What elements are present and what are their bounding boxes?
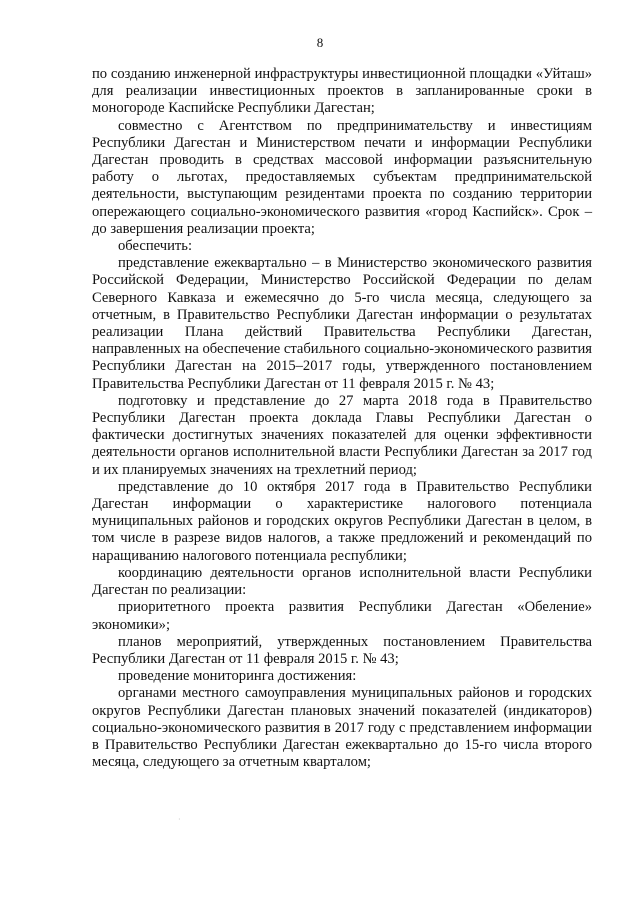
paragraph-priority-project: приоритетного проекта развития Республики Дагестан «Обеление» экономики»; [92, 599, 592, 633]
paragraph-ensure: обеспечить: [118, 238, 193, 255]
paragraph-tax-potential: представление до 10 октября 2017 года в Правительство Республики Дагестан информации о характеристике налогового потенциала муниципальных районов и городских округов Республики Дагестан в целом, в том числе в разрезе видов налогов, а также предложений и рекомендаций по наращиванию налогового потенциала республики; [92, 478, 592, 564]
scan-mark: · [178, 815, 181, 824]
paragraph-draft-report: подготовку и представление до 27 марта 2018 года в Правительство Республики Дагестан проекта доклада Главы Республики Дагестан о фактически достигнутых значениях показателей для оценки эффективности деятельности органов исполнительной власти Республики Дагестан за 2017 год и их планируемых значениях на трехлетний период; [92, 392, 592, 478]
page-number: 8 [316, 35, 324, 50]
paragraph-quarterly-report: представление ежеквартально – в Министерство экономического развития Российской Федерации, Министерство Российской Федерации по делам Северного Кавказа и ежемесячно до 5-го числа месяца, следующего за отчетным, в Правительство Республики Дагестан информации о результатах реализации Плана действий Правительства Республики Дагестан, направленных на обеспечение стабильного социально-экономического развития Республики Дагестан на 2015–2017 годы, утвержденного постановлением Правительства Республики Дагестан от 11 февраля 2015 г. № 43; [92, 255, 592, 392]
paragraph-local-authorities: органами местного самоуправления муниципальных районов и городских округов Республики Дагестан плановых значений показателей (индикаторов) социально-экономического развития в 2017 году с представлением информации в Правительство Республики Дагестан ежеквартально до 15-го числа второго месяца, следующего за отчетным кварталом; [92, 685, 592, 771]
paragraph-media-outreach: совместно с Агентством по предпринимательству и инвестициям Республики Дагестан и Министерством печати и информации Республики Дагестан проводить в средствах массовой информации разъяснительную работу о льготах, предоставляемых субъектам предпринимательской деятельности, выступающим резидентами проекта по созданию территории опережающего социально-экономического развития «город Каспийск». Срок – до завершения реализации проекта; [92, 117, 592, 237]
paragraph-action-plans: планов мероприятий, утвержденных постановлением Правительства Республики Дагестан от 11 февраля 2015 г. № 43; [92, 633, 592, 667]
paragraph-monitoring: проведение мониторинга достижения: [118, 668, 357, 685]
paragraph-coordination: координацию деятельности органов исполнительной власти Республики Дагестан по реализации: [92, 564, 592, 599]
paragraph-infrastructure: по созданию инженерной инфраструктуры инвестиционной площадки «Уйташ» для реализации инвестиционных проектов в запланированные сроки в моногороде Каспийске Республики Дагестан; [92, 66, 592, 117]
document-body [92, 66, 592, 771]
